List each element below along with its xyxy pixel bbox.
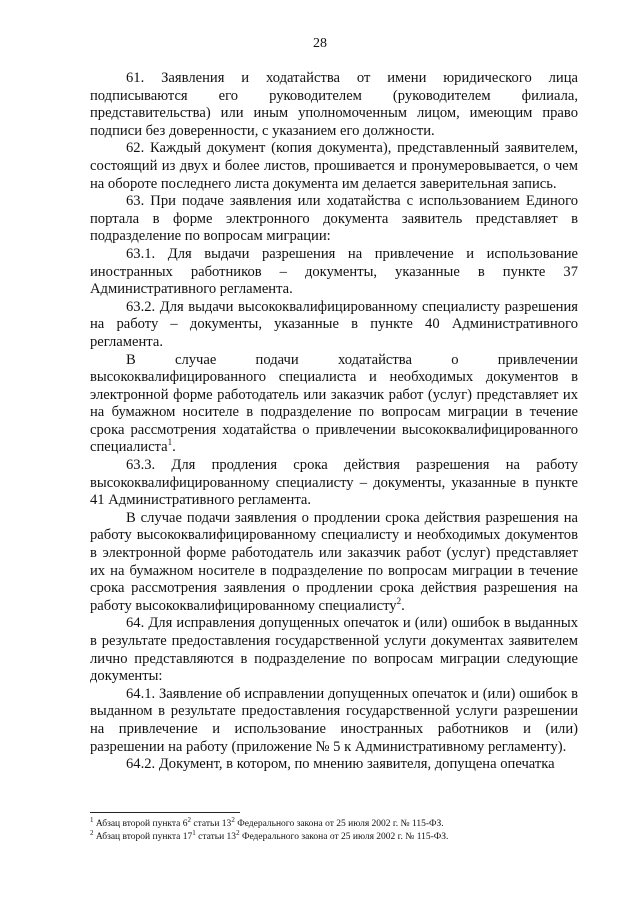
paragraph-62: 62. Каждый документ (копия документа), представленный заявителем, состоящий из двух и более листов, прошивается и пронумеровывается, о чем на обороте последнего листа документа им делается заверительная запись. xyxy=(90,140,578,192)
footnote-ref-1-tail: . xyxy=(172,439,176,456)
footnote-2-text: статьи 13 xyxy=(195,831,237,842)
paragraph-64-2: 64.2. Документ, в котором, по мнению заявителя, допущена опечатка xyxy=(126,756,555,773)
footnote-divider xyxy=(90,812,240,813)
paragraph-63-2-case xyxy=(90,352,578,458)
footnote-1-marker: 1 xyxy=(90,815,94,824)
footnote-1-sup: 2 xyxy=(231,815,235,824)
page-number: 28 xyxy=(313,36,327,51)
paragraph-64-1: 64.1. Заявление об исправлении допущенных опечаток и (или) ошибок в выданном в результате предоставления государственной услуги разрешении на привлечение и использование иностранных работников и (или) разрешении на работу (приложение № 5 к Административному регламенту). xyxy=(90,685,578,755)
footnote-ref-2: 2 xyxy=(396,595,402,606)
paragraph-63-3: 63.3. Для продления срока действия разрешения на работу высококвалифицированному специалисту – документы, указанные в пункте 41 Административного регламента. xyxy=(90,457,578,509)
footnote-1-sup: 2 xyxy=(187,815,192,824)
footnote-1-text: Абзац второй пункта 6 xyxy=(93,819,188,829)
paragraph-63-2: 63.2. Для выдачи высококвалифицированному специалисту разрешения на работу – документы, указанные в пункте 40 Административного регламента. xyxy=(90,298,578,350)
footnote-ref-1: 1 xyxy=(167,437,173,448)
footnote-2-text: Федерального закона от 25 июля 2002 г. № 115-ФЗ. xyxy=(239,831,449,842)
footnote-ref-2-tail: . xyxy=(401,597,405,614)
footnote-1 xyxy=(90,815,578,831)
paragraph-63-3-case-text: В случае подачи заявления о продлении срока действия разрешения на работу высококвалифицированному специалисту и необходимых документов в электронной форме работодатель или заказчик работ (услуг) представляет их на бумажном носителе в подразделение по вопросам миграции в течение срока рассмотрения заявления о продлении срока действия разрешения на работу высококвалифицированному специалисту xyxy=(90,509,578,614)
footnotes xyxy=(90,815,578,843)
footnote-2 xyxy=(90,828,578,844)
paragraph-63: 63. При подаче заявления или ходатайства с использованием Единого портала в форме электронного документа заявитель представляет в подразделение по вопросам миграции: xyxy=(90,193,578,245)
footnote-2-text: Абзац второй пункта 17 xyxy=(93,831,193,842)
footnote-2-sup: 2 xyxy=(236,828,240,837)
footnote-2-marker: 2 xyxy=(90,828,94,837)
document-body xyxy=(90,70,578,774)
footnote-1-text: Федерального закона от 25 июля 2002 г. № 115-ФЗ. xyxy=(234,819,444,829)
paragraph-63-1: 63.1. Для выдачи разрешения на привлечение и использование иностранных работников – документы, указанные в пункте 37 Административного регламента. xyxy=(90,245,578,298)
paragraph-63-2-case-text: В случае подачи ходатайства о привлечении высококвалифицированного специалиста и необходимых документов в электронной форме работодатель или заказчик работ (услуг) представляет их на бумажном носителе в подразделение по вопросам миграции в течение срока рассмотрения ходатайства о привлечении высококвалифицированного специалиста xyxy=(90,351,578,456)
paragraph-61: 61. Заявления и ходатайства от имени юридического лица подписываются его руководителем (руководителем филиала, представительства) или иным уполномоченным лицом, имеющим право подписи без доверенности, с указанием его должности. xyxy=(90,70,578,139)
footnote-2-sup: 1 xyxy=(192,828,196,837)
footnote-1-text: статьи 13 xyxy=(191,819,232,829)
paragraph-64: 64. Для исправления допущенных опечаток и (или) ошибок в выданных в результате предоставления государственной услуги документах заявителем лично представляются в подразделение по вопросам миграции следующие документы: xyxy=(90,615,578,685)
paragraph-63-3-case xyxy=(90,510,578,616)
